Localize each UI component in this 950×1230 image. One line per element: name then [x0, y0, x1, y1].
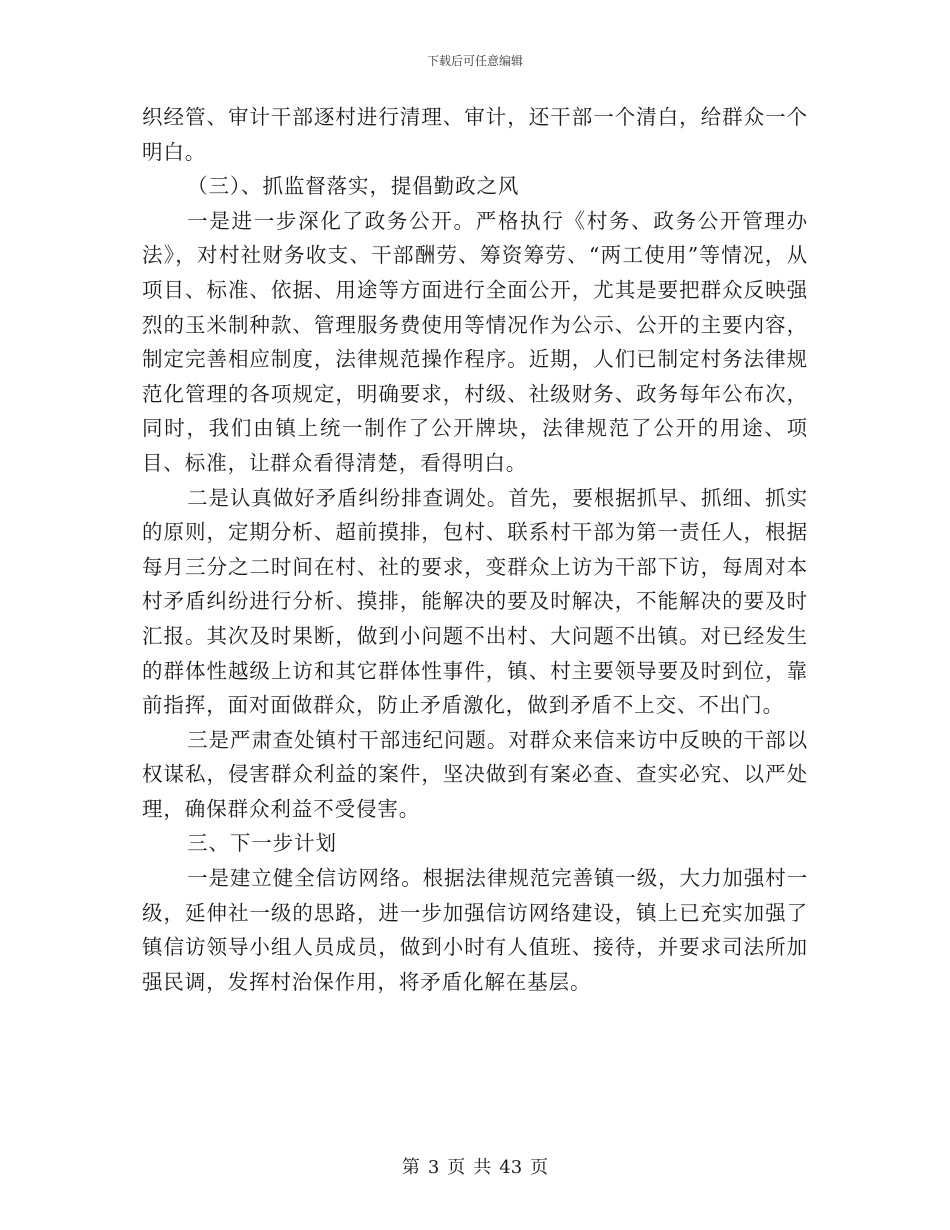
paragraph: 三是严肃查处镇村干部违纪问题。对群众来信来访中反映的干部以权谋私，侵害群众利益的案件，坚决做到有案必查、查实必究、以严处理，确保群众利益不受侵害。 [142, 727, 808, 821]
page-footer [0, 1153, 950, 1179]
footer-ye: 页 [530, 1157, 549, 1178]
footer-page-number: 3 [427, 1157, 440, 1178]
paragraph: 织经管、审计干部逐村进行清理、审计，还干部一个清白，给群众一个明白。 [142, 105, 808, 164]
page-header: 下载后可任意编辑 [426, 54, 523, 68]
paragraph: 一是建立健全信访网络。根据法律规范完善镇一级，大力加强村一级，延伸社一级的思路，进一步加强信访网络建设，镇上已充实加强了镇信访领导小组人员成员，做到小时有人值班、接待，并要求司法所加强民调，发挥村治保作用，将矛盾化解在基层。 [142, 866, 808, 994]
document-body [142, 100, 808, 999]
section-heading: 三、下一步计划 [187, 831, 337, 856]
footer-total-pages: 43 [499, 1157, 523, 1178]
paragraph: 一是进一步深化了政务公开。严格执行《村务、政务公开管理办法》，对村社财务收支、干部酬劳、筹资筹劳、“两工使用”等情况，从项目、标准、依据、用途等方面进行全面公开，尤其是要把群众反映强烈的玉米制种款、管理服务费使用等情况作为公示、公开的主要内容，制定完善相应制度，法律规范操作程序。近期，人们已制定村务法律规范化管理的各项规定，明确要求，村级、社级财务、政务每年公布次，同时，我们由镇上统一制作了公开牌块，法律规范了公开的用途、项目、标准，让群众看得清楚，看得明白。 [142, 208, 808, 475]
footer-gong: 共 [473, 1157, 492, 1178]
paragraph: 二是认真做好矛盾纠纷排查调处。首先，要根据抓早、抓细、抓实的原则，定期分析、超前摸排，包村、联系村干部为第一责任人，根据每月三分之二时间在村、社的要求，变群众上访为干部下访，每周对本村矛盾纠纷进行分析、摸排，能解决的要及时解决，不能解决的要及时汇报。其次及时果断，做到小问题不出村、大问题不出镇。对已经发生的群体性越级上访和其它群体性事件，镇、村主要领导要及时到位，靠前指挥，面对面做群众，防止矛盾激化，做到矛盾不上交、不出门。 [142, 485, 808, 718]
section-heading: （三）、抓监督落实，提倡勤政之风 [187, 174, 520, 199]
footer-ye: 页 [447, 1157, 466, 1178]
footer-di: 第 [401, 1157, 420, 1178]
